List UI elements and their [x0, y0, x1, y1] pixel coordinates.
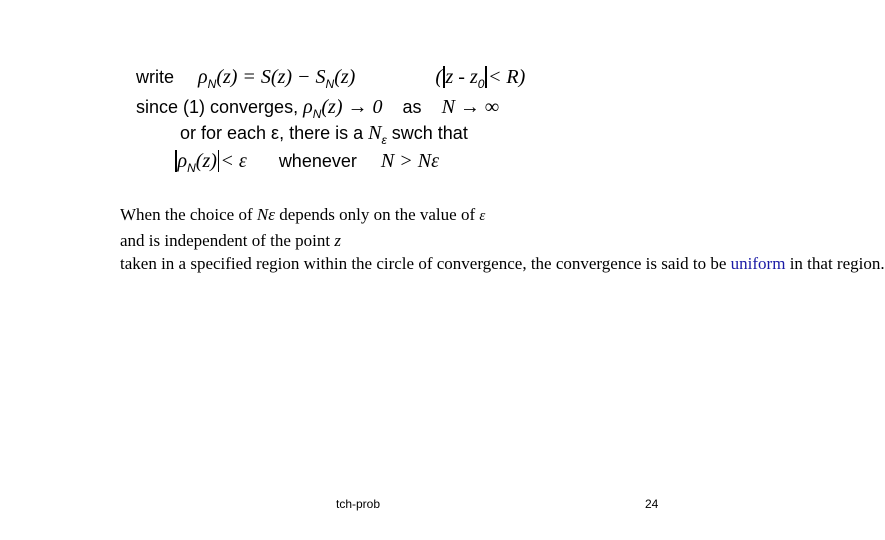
as-word: as — [402, 97, 422, 117]
cond-part-a: z - z — [445, 66, 478, 88]
para-part-1: When the choice of — [120, 205, 257, 224]
whenever-word: whenever — [278, 151, 357, 171]
uniform-word: uniform — [730, 254, 786, 273]
math-line-3 — [180, 122, 468, 145]
z-variable: z — [334, 230, 341, 250]
rho-subscript: N — [312, 107, 322, 121]
abs-bar-right — [485, 66, 487, 88]
s-subscript: N — [325, 77, 335, 91]
para-part-5: in that region. — [785, 254, 885, 273]
less-than-eps: < ε — [220, 150, 247, 172]
para-part-2: depends only on the value of — [274, 205, 480, 224]
limit-expr: (z) → 0 — [321, 96, 383, 118]
body-paragraph — [120, 203, 885, 276]
page-number: 24 — [645, 497, 659, 511]
abs-bar-left — [443, 66, 445, 88]
rho-symbol: ρ — [177, 150, 188, 172]
epsilon-symbol: ε — [479, 208, 486, 224]
for-each-text: or for each ε, there is a — [180, 123, 364, 143]
n-symbol: N — [368, 122, 382, 144]
rho-symbol: ρ — [198, 66, 208, 88]
cond-open: ( — [435, 66, 443, 88]
word-write: write — [136, 67, 175, 87]
n-epsilon-symbol: Nε — [256, 205, 275, 224]
n-subscript: ε — [381, 133, 387, 147]
expr-part-b: (z) — [334, 66, 356, 88]
n-to-infinity: N → ∞ — [441, 96, 500, 118]
rho-subscript: N — [187, 161, 196, 175]
rho-symbol: ρ — [303, 96, 313, 118]
since-text: since (1) converges, — [136, 97, 299, 117]
para-part-3: and is independent of the point — [120, 230, 335, 250]
footer-label: tch-prob — [336, 497, 381, 511]
rho-arg: (z) — [195, 150, 217, 172]
n-condition: N > Nε — [380, 150, 439, 172]
math-line-2 — [136, 96, 499, 119]
para-part-4: taken in a specified region within the circle of convergence, the convergence is said to be — [120, 254, 731, 273]
rho-subscript: N — [207, 77, 217, 91]
abs-bar-left — [175, 150, 177, 172]
swch-that-text: swch that — [391, 123, 468, 143]
cond-part-b: < R) — [487, 66, 526, 88]
math-line-4 — [174, 150, 439, 173]
math-line-1 — [136, 66, 525, 89]
z0-subscript: 0 — [477, 77, 485, 91]
expr-part-a: (z) = S(z) − S — [216, 66, 326, 88]
